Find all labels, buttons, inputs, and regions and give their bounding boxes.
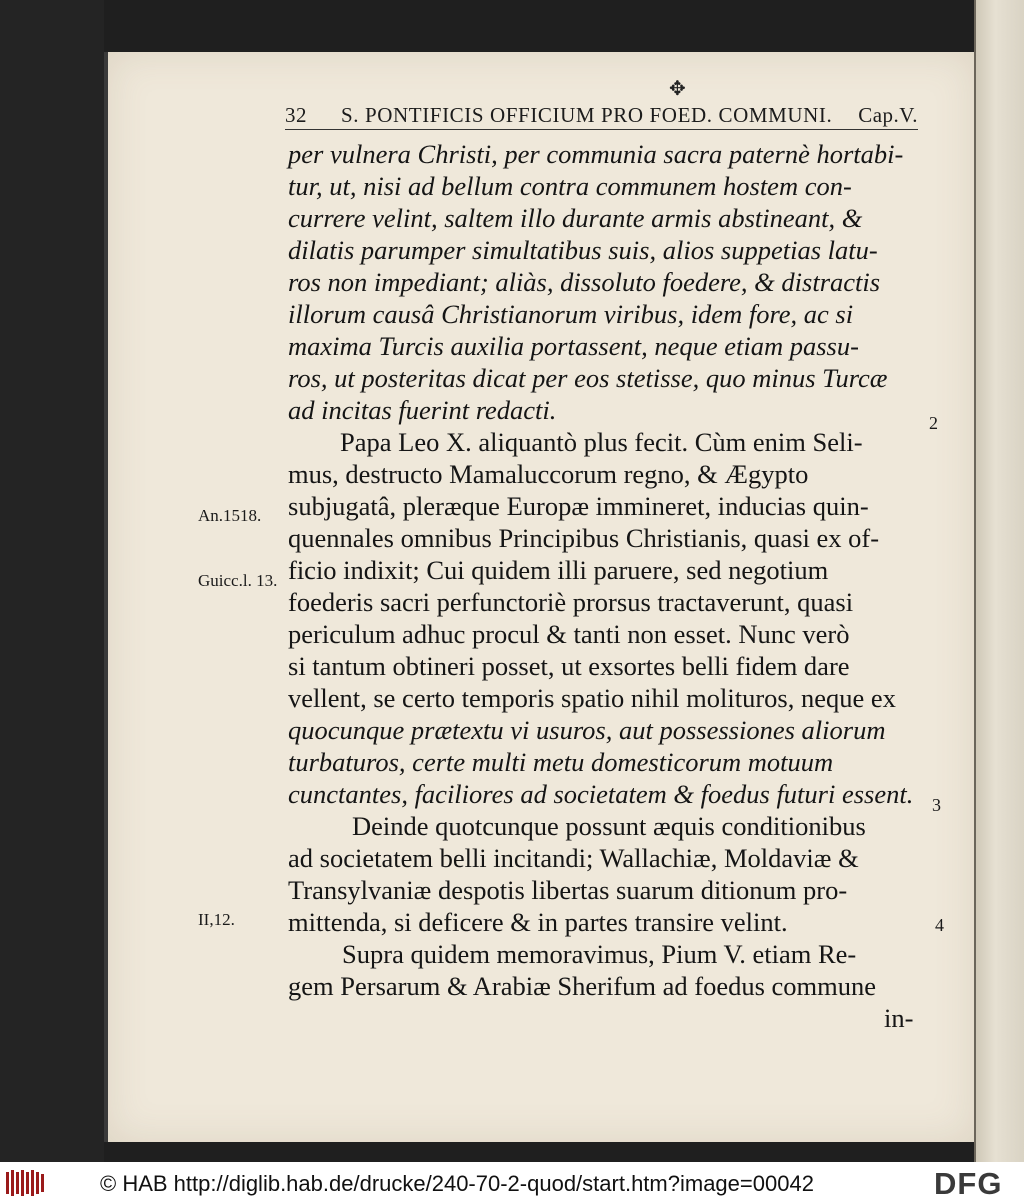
hab-logo-icon — [6, 1170, 44, 1196]
text-line: quennales omnibus Principibus Christianis, quasi ex of- — [288, 523, 880, 553]
text-line: Transylvaniæ despotis libertas suarum ditionum pro- — [288, 875, 848, 905]
text-line: gem Persarum & Arabiæ Sherifum ad foedus commune — [288, 971, 877, 1001]
text-line: per vulnera Christi, per communia sacra paternè hortabi- — [288, 139, 904, 169]
margin-note-year: An.1518. — [198, 506, 262, 525]
text-line: vellent, se certo temporis spatio nihil molituros, neque ex — [288, 683, 896, 713]
margin-note-guicciardini: Guicc.l. 13. — [198, 571, 278, 590]
running-header — [285, 103, 918, 131]
text-line: ficio indixit; Cui quidem illi paruere, sed negotium — [288, 555, 829, 585]
text-line: ad societatem belli incitandi; Wallachiæ, Moldaviæ & — [288, 843, 859, 873]
text-line: maxima Turcis auxilia portassent, neque etiam passu- — [288, 331, 859, 361]
page-number: 32 — [285, 103, 307, 127]
text-line: ad incitas fuerint redacti. — [288, 395, 557, 425]
ornament-icon: ✥ — [669, 76, 686, 100]
text-line: quocunque prætextu vi usuros, aut possessiones aliorum — [288, 715, 886, 745]
margin-note-reference: II,12. — [198, 910, 235, 929]
text-line: si tantum obtineri posset, ut exsortes belli fidem dare — [288, 651, 850, 681]
text-line: foederis sacri perfunctoriè prorsus tractaverunt, quasi — [288, 587, 854, 617]
viewer-footer — [0, 1162, 1024, 1203]
scan-background-left — [0, 0, 104, 1162]
adjacent-page-edge — [976, 0, 1024, 1162]
text-line: tur, ut, nisi ad bellum contra communem hostem con- — [288, 171, 852, 201]
text-line: dilatis parumper simultatibus suis, alios suppetias latu- — [288, 235, 878, 265]
catchword: in- — [884, 1003, 914, 1033]
text-line: mus, destructo Mamaluccorum regno, & Ægypto — [288, 459, 809, 489]
text-line: mittenda, si deficere & in partes transire velint. — [288, 907, 788, 937]
running-title: S. PONTIFICIS OFFICIUM PRO FOED. COMMUNI. — [341, 103, 833, 127]
paragraph-number: 4 — [935, 915, 944, 935]
text-line: ros non impediant; aliàs, dissoluto foedere, & distractis — [288, 267, 881, 297]
text-line: periculum adhuc procul & tanti non esset. Nunc verò — [288, 619, 850, 649]
header-rule — [285, 129, 918, 130]
text-line: Deinde quotcunque possunt æquis conditionibus — [352, 811, 866, 841]
text-line: subjugatâ, pleræque Europæ immineret, inducias quin- — [288, 491, 869, 521]
text-line: turbaturos, certe multi metu domesticorum motuum — [288, 747, 834, 777]
text-line: Papa Leo X. aliquantò plus fecit. Cùm enim Seli- — [340, 427, 863, 457]
dfg-logo: DFG — [934, 1166, 1003, 1201]
text-line: ros, ut posteritas dicat per eos stetisse, quo minus Turcæ — [288, 363, 888, 393]
chapter-label: Cap.V. — [858, 103, 918, 127]
text-line: currere velint, saltem illo durante armis abstineant, & — [288, 203, 863, 233]
text-line: cunctantes, faciliores ad societatem & foedus futuri essent. — [288, 779, 914, 809]
text-line: Supra quidem memoravimus, Pium V. etiam Re- — [342, 939, 857, 969]
source-url-link[interactable]: © HAB http://diglib.hab.de/drucke/240-70-2-quod/start.htm?image=00042 — [100, 1171, 814, 1196]
text-line: illorum causâ Christianorum viribus, idem fore, ac si — [288, 299, 854, 329]
paragraph-number: 3 — [932, 795, 941, 815]
paragraph-number: 2 — [929, 413, 938, 433]
